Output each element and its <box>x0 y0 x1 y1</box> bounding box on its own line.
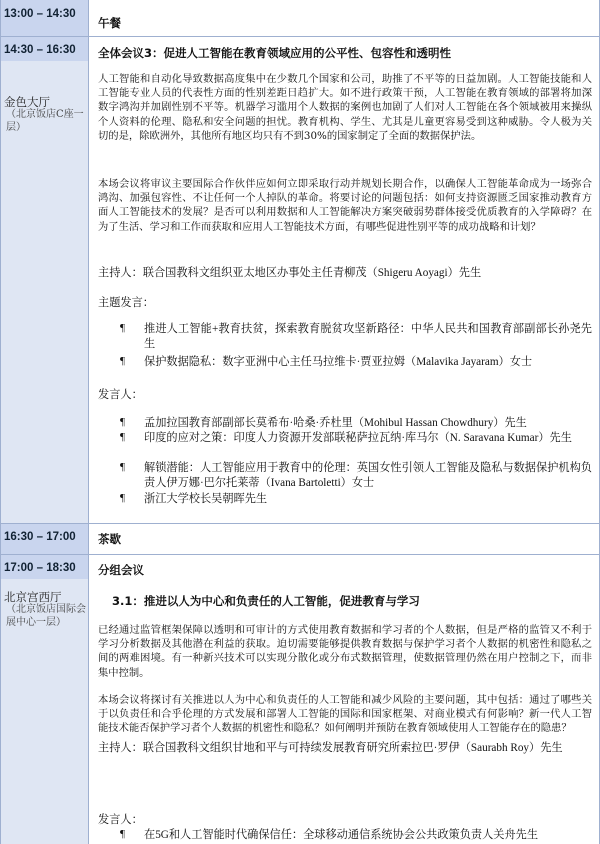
venue-note: （北京饭店国际会展中心一层） <box>6 604 86 628</box>
speaker-item: 孟加拉国教育部副部长莫希布·哈桑·乔杜里（Mohibul Hassan Chowdhury）先生 <box>144 417 527 429</box>
bullet-icon: ¶ <box>120 355 125 367</box>
speaker-item: 解锁潜能：人工智能应用于教育中的伦理：英国女性引领人工智能及隐私与数据保护机构负责人伊万娜·巴尔托莱蒂（Ivana Bartoletti）女士 <box>144 462 592 489</box>
session-title: 全体会议3：促进人工智能在教育领域应用的公平性、包容性和透明性 <box>98 46 451 60</box>
agenda-row-tea-break <box>0 524 600 554</box>
bullet-icon: ¶ <box>120 828 125 840</box>
content-cell <box>89 524 600 554</box>
time-slot: 16:30 – 17:00 <box>4 531 76 543</box>
host-line: 主持人：联合国教科文组织甘地和平与可持续发展教育研究所索拉巴·罗伊（Saurabh Roy）先生 <box>98 742 563 754</box>
venue-note: （北京饭店C座一层） <box>6 109 84 133</box>
keynote-item: 推进人工智能+教育扶贫，探索教育脱贫攻坚新路径：中华人民共和国教育部副部长孙尧先生 <box>144 323 592 350</box>
session-title: 午餐 <box>98 16 121 30</box>
host-line: 主持人：联合国教科文组织亚太地区办事处主任青柳茂（Shigeru Aoyagi）先生 <box>98 267 482 279</box>
table-border-left <box>0 0 1 844</box>
keynote-label: 主题发言： <box>98 297 154 309</box>
bullet-icon: ¶ <box>120 461 125 473</box>
speaker-label: 发言人： <box>98 389 143 401</box>
session-description: 人工智能和自动化导致数据高度集中在少数几个国家和公司，助推了不平等的日益加剧。人工智能技能和人工智能专业人员的代表性方面的性别差距日趋扩大。如不进行政策干预，人工智能在教育领域的部署将加深数字鸿沟并加剧性别不平等。机器学习滥用个人数据的案例也加剧了人们对人工智能在各个领域被用来操纵个人资料的伦理、隐私和安全问题的担忧。教育机构、学生、尤其是儿童更容易受到这种威胁。令人极为关切的是，除欧洲外，其他所有地区均只有不到30%的国家制定了全面的数据保护法。 <box>98 73 592 142</box>
content-cell <box>89 0 600 36</box>
speaker-item: 浙江大学校长吴朝晖先生 <box>144 493 268 505</box>
speaker-item: 在5G和人工智能时代确保信任：全球移动通信系统协会公共政策负责人关舟先生 <box>144 829 539 841</box>
bullet-icon: ¶ <box>120 416 125 428</box>
session-description: 本场会议将探讨有关推进以人为中心和负责任的人工智能和减少风险的主要问题，其中包括：通过了哪些关于以负责任和合乎伦理的方式发展和部署人工智能的国际和国家框架、对商业模式有何影响？新一代人工智能技术能否保护学习者个人数据的机密性和隐私？如何阐明并预防在教育领域使用人工智能存在的隐患？ <box>98 694 592 735</box>
venue-name: 北京宫西厅 <box>4 590 62 604</box>
keynote-item: 保护数据隐私：数字亚洲中心主任马拉维卡·贾亚拉姆（Malavika Jayaram）女士 <box>144 356 533 368</box>
session-subtitle: 3.1：推进以人为中心和负责任的人工智能，促进教育与学习 <box>112 594 420 608</box>
time-slot: 14:30 – 16:30 <box>4 44 76 56</box>
session-description: 已经通过监管框架保障以透明和可审计的方式使用教育数据和学习者的个人数据，但是严格的监管又不利于学习分析数据及其他潜在利益的获取。迫切需要能够提供教育数据与保护学习者个人数据的机密性和隐私之间的两难困境。有一种新兴技术可以实现分散化或分布式数据管理，使数据管理仍然在用户控制之下，而非集中控制。 <box>98 624 592 679</box>
speaker-item: 印度的应对之策：印度人力资源开发部联秘萨拉瓦纳·库马尔（N. Saravana Kumar）先生 <box>144 432 572 444</box>
time-slot: 13:00 – 14:30 <box>4 8 76 20</box>
session-title: 分组会议 <box>98 563 144 577</box>
venue-name: 金色大厅 <box>4 95 50 109</box>
session-title: 茶歇 <box>98 532 121 546</box>
bullet-icon: ¶ <box>120 322 125 334</box>
time-slot: 17:00 – 18:30 <box>4 562 76 574</box>
session-description: 本场会议将审议主要国际合作伙伴应如何立即采取行动并规划长期合作，以确保人工智能革命成为一场弥合鸿沟、加强包容性、不让任何一个人掉队的革命。将要讨论的问题包括：如何支持资源匮乏国家推动教育方面人工智能技术的发展？是否可以利用数据和人工智能解决方案突破弱势群体接受优质教育的入学障碍？在为了生活、学习和工作而获取和应用人工智能技术方面，有哪些促进性别平等的成功战略和计划？ <box>98 178 592 233</box>
bullet-icon: ¶ <box>120 431 125 443</box>
agenda-row-lunch <box>0 0 600 36</box>
bullet-icon: ¶ <box>120 492 125 504</box>
speaker-label: 发言人： <box>98 814 143 826</box>
